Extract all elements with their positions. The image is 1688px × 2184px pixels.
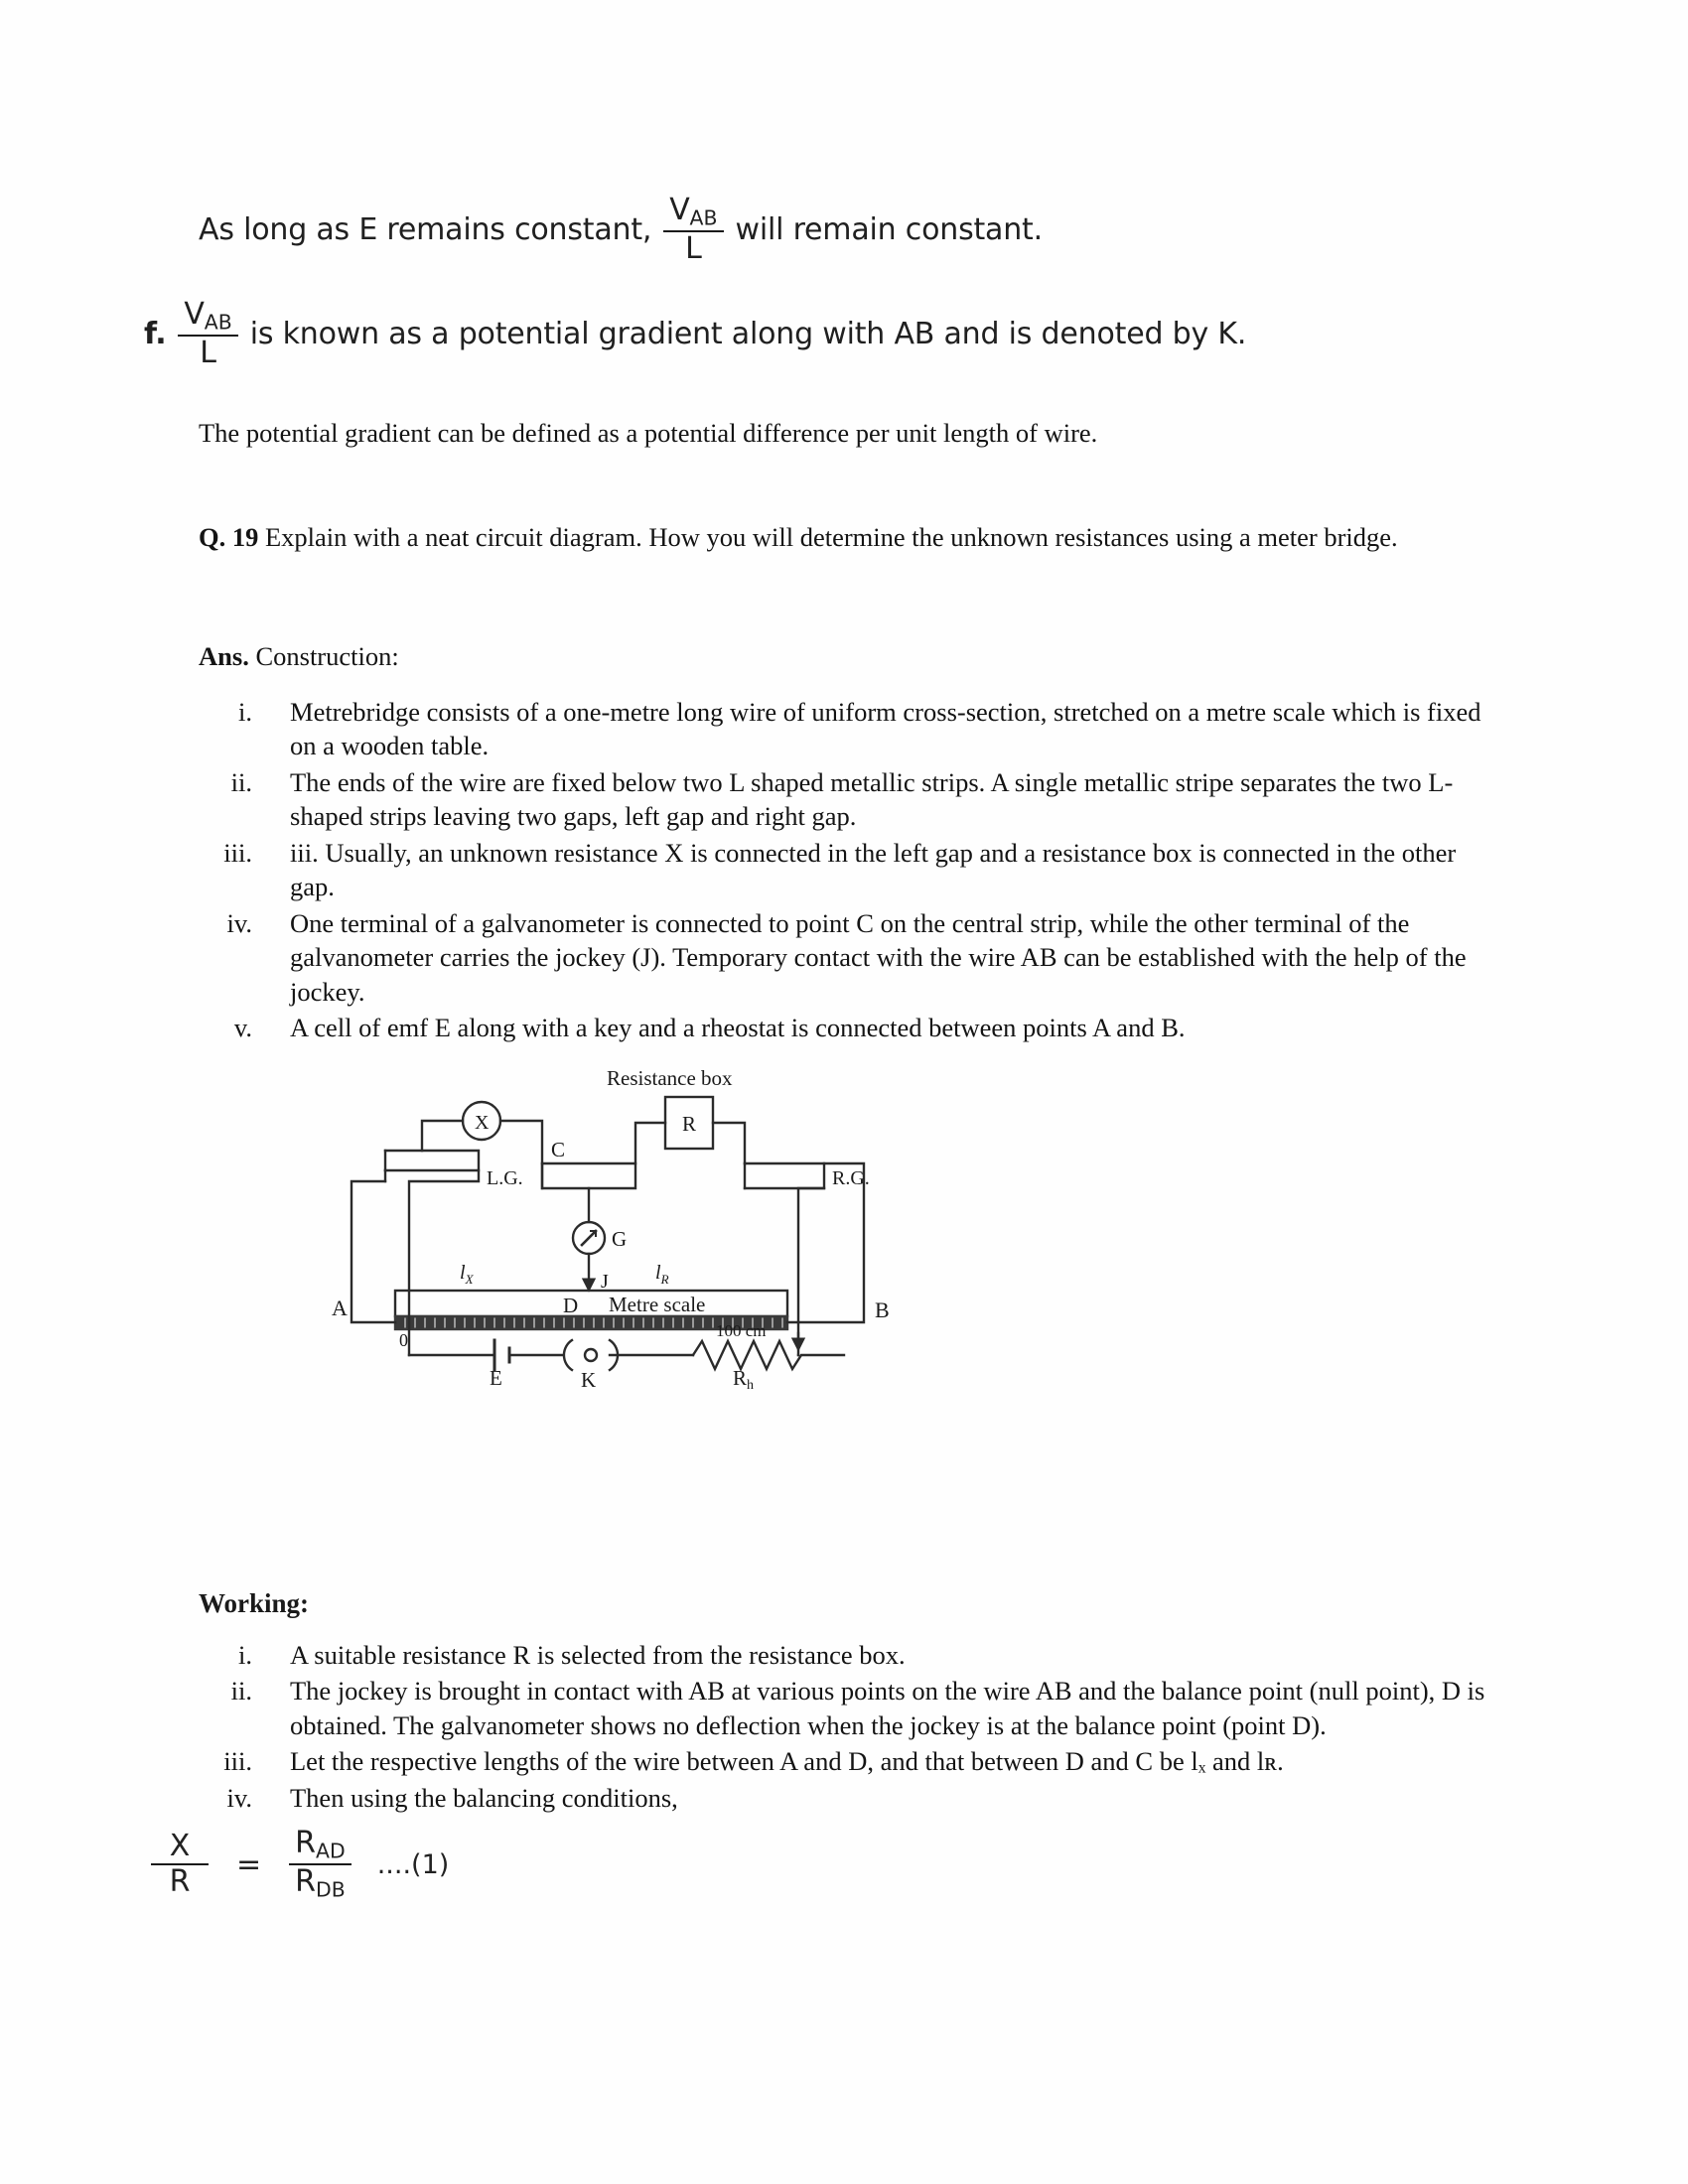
list-item-numeral: iii.: [223, 1746, 252, 1777]
list-item-text: The ends of the wire are fixed below two L shaped metallic strips. A single metallic stripe separates the two L-shaped strips leaving two gaps, left gap and right gap.: [290, 766, 1454, 832]
list-item: [199, 1744, 1489, 1778]
list-item-text: iii. Usually, an unknown resistance X is connected in the left gap and a resistance box is connected in the other gap.: [290, 837, 1457, 902]
left-gap-label: L.G.: [487, 1167, 523, 1189]
balance-point-label: D: [563, 1294, 579, 1317]
list-item-text: Then using the balancing conditions,: [290, 1782, 678, 1813]
point-a-label: A: [332, 1296, 348, 1320]
known-resistance-label: R: [682, 1112, 697, 1136]
intro-fraction-denominator: L: [685, 231, 702, 267]
equation-lhs-fraction: [151, 1830, 209, 1899]
equation-lhs-numerator: X: [169, 1829, 191, 1864]
list-item-numeral: v.: [233, 1012, 252, 1042]
potential-gradient-definition: The potential gradient can be defined as a potential difference per unit length of wire.: [199, 418, 1098, 448]
equation-rhs-denominator: $R_{DB}$: [295, 1864, 346, 1902]
answer-label: Ans.: [199, 641, 249, 671]
cell-label: E: [490, 1366, 502, 1390]
list-item-text: The jockey is brought in contact with AB at various points on the wire AB and the balance point (null point), D is obtained. The galvanometer shows no deflection when the jockey is at the balance point (point D).: [290, 1676, 1485, 1740]
list-item-text: Let the respective lengths of the wire between A and D, and that between D and C be lₓ and lʀ.: [290, 1746, 1284, 1777]
list-item: [199, 1674, 1489, 1742]
list-item-text: Metrebridge consists of a one-metre long wire of uniform cross-section, stretched on a metre scale which is fixed on a wooden table.: [290, 697, 1481, 761]
list-item: [199, 1638, 1489, 1672]
intro-fraction: [663, 194, 723, 266]
list-item: [199, 1011, 1489, 1044]
working-list: [199, 1638, 1489, 1817]
list-item-numeral: iv.: [226, 1782, 252, 1813]
point-f-fraction: [178, 298, 237, 370]
working-heading: Working:: [199, 1588, 310, 1618]
length-r-label: $l_R$: [655, 1262, 669, 1287]
question-paragraph: [199, 521, 1460, 555]
point-f-fraction-numerator: $V_{AB}$: [184, 297, 232, 335]
list-item-text: A cell of emf E along with a key and a rheostat is connected between points A and B.: [290, 1012, 1186, 1042]
list-item: [199, 695, 1489, 763]
list-item-numeral: ii.: [230, 1676, 252, 1706]
answer-heading: [199, 640, 399, 674]
central-point-label: C: [551, 1138, 566, 1161]
equation-rhs-numerator-sub: AD: [316, 1839, 346, 1863]
point-b-label: B: [875, 1297, 890, 1322]
intro-line: [199, 194, 1043, 266]
list-item-numeral: iii.: [223, 837, 252, 868]
equation-rhs-numerator: $R_{AD}$: [295, 1826, 346, 1863]
list-item: [199, 765, 1489, 834]
metre-scale-box: [395, 1291, 787, 1316]
balancing-condition-equation: [139, 1827, 449, 1902]
equation-rhs-denominator-sub: DB: [316, 1877, 346, 1902]
jockey-label: J: [601, 1271, 609, 1293]
right-gap-label: R.G.: [832, 1167, 870, 1189]
metre-bridge-circuit-diagram: [328, 1066, 963, 1393]
key-label: K: [581, 1368, 597, 1392]
equation-number-tag: ....(1): [376, 1848, 450, 1880]
intro-tail-text: will remain constant.: [735, 212, 1043, 248]
intro-fraction-numerator-sub: AB: [689, 205, 718, 230]
question-label: Q. 19: [199, 522, 259, 552]
resistance-box-label: Resistance box: [607, 1066, 733, 1090]
point-f-marker: f.: [144, 317, 167, 352]
length-x-label: $l_X$: [460, 1262, 474, 1287]
list-item-numeral: ii.: [230, 766, 252, 797]
list-item: [199, 1781, 1489, 1815]
equation-rhs-fraction: [289, 1827, 352, 1902]
list-item: [199, 836, 1489, 904]
list-item-text: A suitable resistance R is selected from the resistance box.: [290, 1640, 906, 1670]
metre-scale-label: Metre scale: [609, 1293, 706, 1316]
list-item-text: One terminal of a galvanometer is connected to point C on the central strip, while the other terminal of the galvanometer carries the jockey (J). Temporary contact with the wire AB can be established with the help of the jockey.: [290, 907, 1467, 1007]
list-item-numeral: i.: [238, 697, 252, 727]
list-item-numeral: iv.: [226, 907, 252, 938]
point-f-tail-text: is known as a potential gradient along with AB and is denoted by K.: [249, 317, 1247, 352]
scale-zero-label: 0: [399, 1330, 408, 1350]
rheostat-label: Rh: [733, 1366, 755, 1393]
galvanometer-label: G: [612, 1227, 628, 1251]
equation-operator: =: [236, 1846, 262, 1882]
rheostat-symbol: [693, 1341, 844, 1369]
scale-max-label: 100 cm: [716, 1321, 767, 1340]
point-f-line: [144, 298, 1246, 370]
unknown-resistance-label: X: [475, 1112, 490, 1134]
intro-fraction-numerator: $V_{AB}$: [669, 193, 718, 230]
question-text: Explain with a neat circuit diagram. How you will determine the unknown resistances using a meter bridge.: [265, 522, 1398, 552]
list-item: [199, 906, 1489, 1009]
list-item-numeral: i.: [238, 1640, 252, 1670]
point-f-fraction-denominator: L: [200, 336, 216, 371]
intro-lead-text: As long as E remains constant,: [199, 212, 652, 248]
point-f-fraction-numerator-sub: AB: [204, 310, 232, 335]
answer-text: Construction:: [255, 641, 399, 671]
construction-list: [199, 695, 1489, 1046]
equation-lhs-denominator: R: [169, 1864, 191, 1900]
